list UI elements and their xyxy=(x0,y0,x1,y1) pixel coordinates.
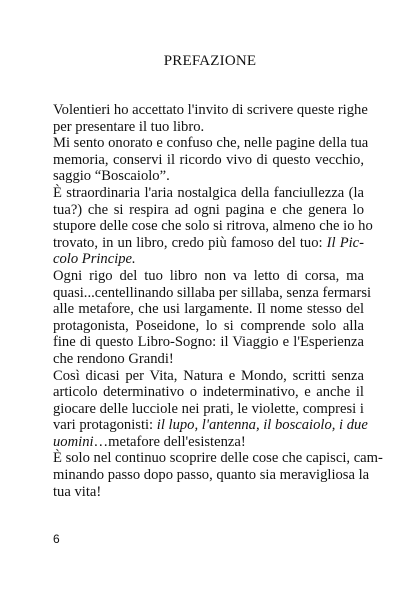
page-title: PREFAZIONE xyxy=(163,53,257,69)
text-line: che rendono Grandi! xyxy=(53,350,174,367)
text-line: minando passo dopo passo, quanto sia meravigliosa la xyxy=(53,467,370,484)
text-line: giocare delle lucciole nei prati, le violette, compresi i xyxy=(53,400,364,417)
text-line: saggio “Boscaiolo”. xyxy=(53,168,170,185)
text-line: colo Principe. xyxy=(53,251,136,268)
text-line: quasi...centellinando sillaba per sillaba, senza fermarsi xyxy=(53,284,372,301)
text-line: memoria, conservi il ricordo vivo di questo vecchio, xyxy=(53,151,364,168)
text-line: vari protagonisti: il lupo, l'antenna, il boscaiolo, i due xyxy=(53,417,368,434)
text-line: Ogni rigo del tuo libro non va letto di corsa, ma xyxy=(53,267,364,284)
text-line: Mi sento onorato e confuso che, nelle pagine della tua xyxy=(53,135,369,152)
text-line: Volentieri ho accettato l'invito di scrivere queste righe xyxy=(53,102,368,118)
text-line: articolo determinativo o indeterminativo, e anche il xyxy=(53,384,364,401)
text-line: tua?) che si respira ad ogni pagina e che genera lo xyxy=(53,201,364,218)
text-line: protagonista, Poseidone, lo si comprende solo alla xyxy=(53,317,364,334)
text-line: stupore delle cose che solo si ritrova, almeno che io ho xyxy=(53,218,373,235)
text-line: È solo nel continuo scoprire delle cose che capisci, cam- xyxy=(53,450,383,467)
text-line: per presentare il tuo libro. xyxy=(53,118,205,135)
text-line: fine di questo Libro-Sogno: il Viaggio e l'Esperienza xyxy=(53,334,364,351)
text-line: Così dicasi per Vita, Natura e Mondo, scritti senza xyxy=(53,367,364,384)
preface-body xyxy=(53,102,383,500)
text-line: tua vita! xyxy=(53,483,102,500)
text-line: È straordinaria l'aria nostalgica della fanciullezza (la xyxy=(53,184,364,201)
text-line: uomini…metafore dell'esistenza! xyxy=(53,433,246,450)
text-line: alle metafore, che usi largamente. Il nome stesso del xyxy=(53,301,364,318)
text-line: trovato, in un libro, credo più famoso del tuo: Il Pic- xyxy=(53,234,365,251)
page-number: 6 xyxy=(53,532,60,546)
